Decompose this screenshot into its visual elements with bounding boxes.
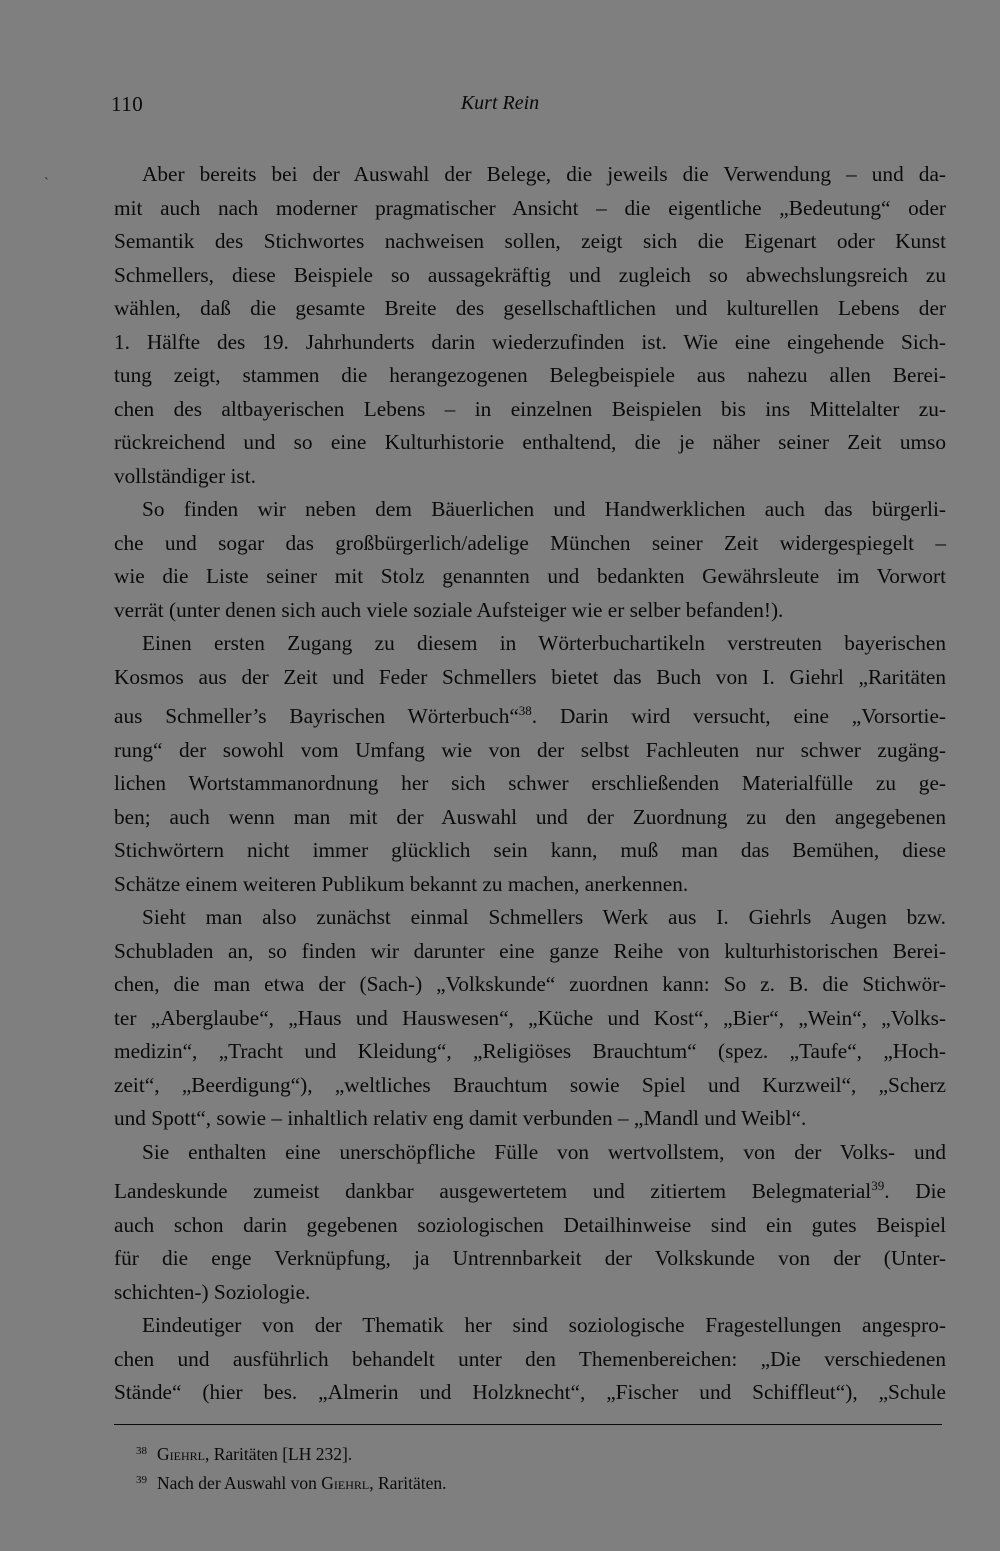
text-line: schichten-) Soziologie. — [114, 1279, 311, 1304]
text-line: mit auch nach moderner pragmatischer Ansicht – die eigentliche „Bedeutung“ oder — [114, 195, 946, 220]
stray-mark: ` — [44, 176, 49, 191]
text-line — [114, 734, 946, 768]
footnote-39 — [136, 1467, 936, 1496]
text-line: verrät (unter denen sich auch viele soziale Aufsteiger wie er selber befanden!). — [114, 597, 784, 622]
text-line: Schätze einem weiteren Publikum bekannt zu machen, anerkennen. — [114, 871, 689, 896]
text-line: chen des altbayerischen Lebens – in einzelnen Beispielen bis ins Mittelalter zu- — [114, 396, 946, 421]
text-line: chen, die man etwa der (Sach-) „Volkskunde“ zuordnen kann: So z. B. die Stichwör- — [114, 972, 946, 996]
text-segment: rung“ — [114, 737, 163, 762]
text-line: Stände“ (hier bes. „Almerin und Holzknecht“, „Fischer und Schiffleut“), „Schule — [114, 1380, 946, 1404]
footnote-author: Giehrl — [321, 1473, 370, 1493]
text-line: und Spott“, sowie – inhaltlich relativ eng damit verbunden – „Mandl und Weibl“. — [114, 1106, 807, 1130]
footnote-text: , Raritäten [LH 232]. — [204, 1444, 353, 1464]
text-segment: aus Schmeller’s Bayrischen Wörterbuch“ — [114, 704, 519, 728]
paragraph-2 — [114, 493, 946, 627]
text-line: Sie enthalten eine unerschöpfliche Fülle von wertvollstem, von der Volks- und — [142, 1139, 946, 1164]
text-line: medizin“, „Tracht und Kleidung“, „Religiöses Brauchtum“ (spez. „Taufe“, „Hoch- — [114, 1039, 946, 1063]
paragraph-5 — [114, 1136, 946, 1310]
text-line: wie die Liste seiner mit Stolz genannten und bedankten Gewährsleute im Vorwort — [114, 564, 946, 588]
footnotes — [136, 1438, 936, 1496]
text-line: Sieht man also zunächst einmal Schmellers Werk aus I. Giehrls Augen bzw. — [142, 905, 946, 929]
text-line-with-footnote — [114, 694, 946, 734]
text-line: 1. Hälfte des 19. Jahrhunderts darin wiederzufinden ist. Wie eine eingehende Sich- — [114, 329, 946, 354]
text-line: Schmellers, diese Beispiele so aussagekräftig und zugleich so abwechslungsreich zu — [114, 262, 946, 287]
text-line: rückreichend und so eine Kulturhistorie enthaltend, die je näher seiner Zeit umso — [114, 430, 946, 454]
text-line: Einen ersten Zugang zu diesem in Wörterbuchartikeln verstreuten bayerischen — [142, 631, 946, 655]
text-line: wählen, daß die gesamte Breite des gesellschaftlichen und kulturellen Lebens der — [114, 296, 946, 320]
text-line: Eindeutiger von der Thematik her sind soziologische Fragestellungen angespro- — [142, 1313, 946, 1337]
text-line: zeit“, „Beerdigung“), „weltliches Brauchtum sowie Spiel und Kurzweil“, „Scherz — [114, 1072, 946, 1097]
text-line: lichen Wortstammanordnung her sich schwer erschließenden Materialfülle zu ge- — [114, 771, 946, 795]
paragraph-3 — [114, 627, 946, 901]
text-line: vollständiger ist. — [114, 463, 256, 488]
text-line: Stichwörtern nicht immer glücklich sein kann, muß man das Bemühen, diese — [114, 838, 946, 862]
footnote-ref-39[interactable]: 39 — [871, 1178, 885, 1193]
text-line: Aber bereits bei der Auswahl der Belege, die jeweils die Verwendung – und da- — [142, 162, 946, 186]
footnote-text: , Raritäten. — [369, 1473, 447, 1493]
paragraph-4 — [114, 901, 946, 1136]
running-head: Kurt Rein — [460, 92, 540, 114]
text-line: Schubladen an, so finden wir darunter eine ganze Reihe von kulturhistorischen Berei- — [114, 938, 946, 963]
footnote-divider — [114, 1424, 942, 1425]
text-line: auch schon darin gegebenen soziologischen Detailhinweise sind ein gutes Beispiel — [114, 1212, 946, 1237]
paragraph-1 — [114, 158, 946, 493]
text-segment: . Darin wird versucht, eine „Vorsortie- — [531, 704, 946, 728]
text-line: tung zeigt, stammen die herangezogenen Belegbeispiele aus nahezu allen Berei- — [114, 363, 946, 387]
footnote-number: 39 — [136, 1474, 147, 1486]
body-text — [114, 158, 946, 1410]
text-line: ter „Aberglaube“, „Haus und Hauswesen“, „Küche und Kost“, „Bier“, „Wein“, „Volks- — [114, 1005, 946, 1030]
page-number: 110 — [111, 92, 144, 116]
text-line: Semantik des Stichwortes nachweisen sollen, zeigt sich die Eigenart oder Kunst — [114, 229, 946, 253]
text-segment: der sowohl vom Umfang wie von der selbst Fachleuten nur schwer zugäng- — [179, 737, 946, 762]
footnote-author: Giehrl — [157, 1444, 205, 1464]
text-line: ben; auch wenn man mit der Auswahl und der Zuordnung zu den angegebenen — [114, 804, 946, 829]
text-line: Kosmos aus der Zeit und Feder Schmellers bietet das Buch von I. Giehrl „Raritäten — [114, 664, 946, 689]
text-line: für die enge Verknüpfung, ja Untrennbarkeit der Volkskunde von der (Unter- — [114, 1246, 946, 1270]
footnote-ref-38[interactable]: 38 — [518, 703, 532, 718]
footnote-prefix: Nach der Auswahl von — [157, 1473, 322, 1493]
text-line: che und sogar das großbürgerlich/adelige München seiner Zeit widergespiegelt – — [114, 530, 946, 555]
text-segment: Landeskunde zumeist dankbar ausgewertetem und zitiertem Belegmaterial — [114, 1179, 872, 1203]
text-segment: . Die — [884, 1179, 946, 1203]
text-line: chen und ausführlich behandelt unter den Themenbereichen: „Die verschiedenen — [114, 1346, 946, 1371]
text-line-with-footnote — [114, 1169, 946, 1209]
paragraph-6 — [114, 1309, 946, 1410]
text-line: So finden wir neben dem Bäuerlichen und Handwerklichen auch das bürgerli- — [142, 497, 946, 521]
footnote-number: 38 — [136, 1445, 147, 1457]
footnote-38 — [136, 1438, 936, 1467]
